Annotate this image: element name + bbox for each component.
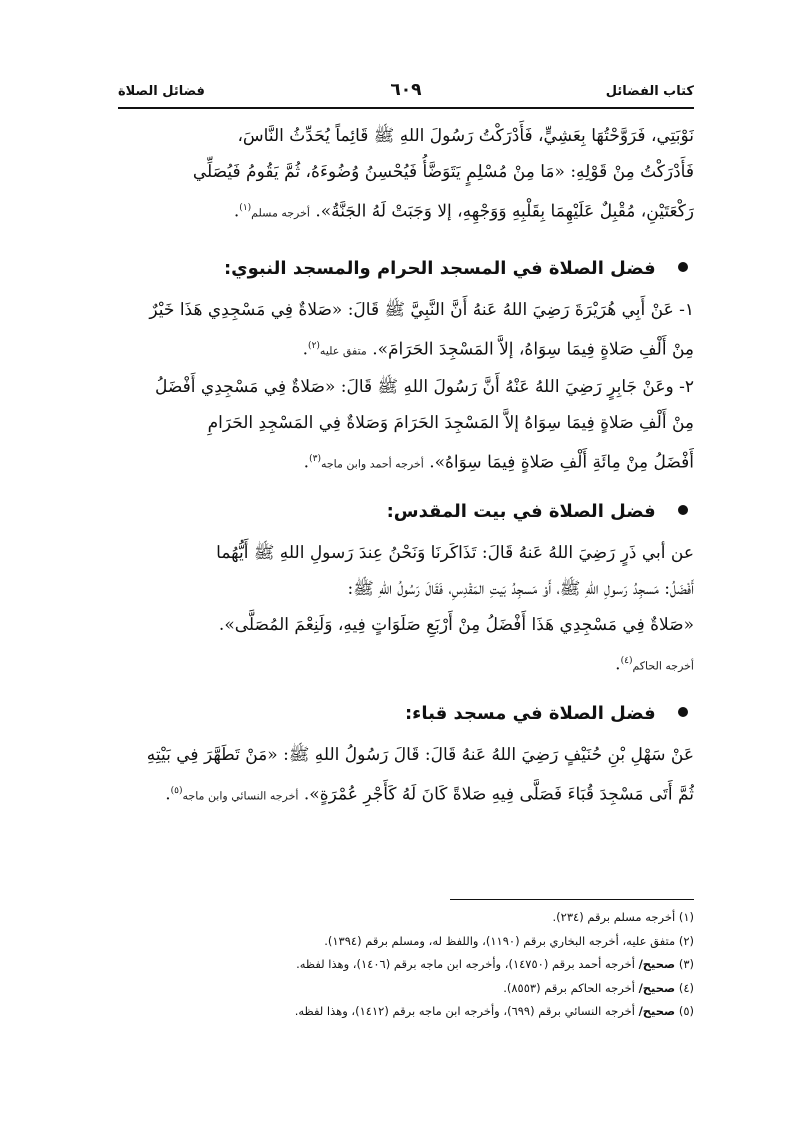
text-line: ١- عَنْ أَبِي هُرَيْرَةَ رَضِيَ اللهُ عَنهُ أَنَّ النَّبِيَّ ﷺ قَالَ: «صَلاةٌ فِي مَسْجِدِي هَذَا خَيْرٌ [149, 299, 694, 320]
footnote-text: أخرجه أحمد برقم (١٤٧٥٠)، وأخرجه ابن ماجه برقم (١٤٠٦)، وهذا لفظه. [296, 957, 635, 971]
footnote-grade: صحيح/ [638, 980, 676, 995]
section-heading [118, 489, 694, 535]
bullet-icon [678, 505, 688, 515]
footnote-ref: (٤) [620, 655, 633, 666]
hadith-source: أخرجه أحمد وابن ماجه [320, 457, 424, 471]
hadith-source: أخرجه النسائي وابن ماجه [182, 789, 299, 803]
text-line: ٢- وعَنْ جَابِرٍ رَضِيَ اللهُ عَنْهُ أَنَّ رَسُولَ اللهِ ﷺ قَالَ: «صَلاةٌ فِي مَسْجِدِي أَفْضَلُ [155, 377, 694, 398]
text-line: ثُمَّ أَتَى مَسْجِدَ قُبَاءَ فَصَلَّى فِيهِ صَلاةً كَانَ لَهُ كَأَجْرِ عُمْرَةٍ». أخرجه النسائي وابن ماجه$^{(٥)}$. [165, 784, 694, 805]
text-line: عن أبي ذَرٍ رَضِيَ اللهُ عَنهُ قَالَ: تَذَاكَرنَا وَنَحْنُ عِندَ رَسولِ اللهِ ﷺ أَيُّهُما [216, 542, 694, 563]
footnote [118, 906, 694, 930]
running-header [118, 80, 694, 106]
footnote-number: (٢) [678, 933, 694, 948]
footnote-text: متفق عليه، أخرجه البخاري برقم (١١٩٠)، واللفظ له، ومسلم برقم (١٣٩٤). [324, 933, 676, 948]
text-line: أَفْضَلُ مِنْ مِائَةِ أَلْفِ صَلاةٍ فِيمَا سِوَاهُ». أخرجه أحمد وابن ماجه$^{(٣)}$. [303, 452, 694, 473]
text-line: مِنْ أَلْفِ صَلاةٍ فِيمَا سِوَاهُ إلاَّ المَسْجِدَ الحَرَامَ وَصَلاةٌ فِي المَسْجِدِ الحَرَامِ [207, 413, 694, 434]
hadith-source: متفق عليه [319, 344, 367, 358]
bullet-icon [678, 707, 688, 717]
text-line: مِنْ أَلْفِ صَلاةٍ فِيمَا سِوَاهُ، إلاَّ المَسْجِدَ الحَرَامَ». متفق عليه$^{(٢)}$. [302, 339, 694, 360]
footnotes [118, 906, 694, 1024]
bullet-icon [678, 262, 688, 272]
footnote-ref: (٥) [170, 785, 183, 796]
text-line-content: ثُمَّ أَتَى مَسْجِدَ قُبَاءَ فَصَلَّى فِيهِ صَلاةً كَانَ لَهُ كَأَجْرِ عُمْرَةٍ». [303, 784, 694, 805]
section-heading [118, 246, 694, 292]
footnote [118, 977, 694, 1001]
footnote-ref: (٣) [309, 454, 321, 465]
main-text [118, 118, 694, 814]
section-heading [118, 691, 694, 737]
footnote [118, 953, 694, 977]
text-line: فَأَدْرَكْتُ مِنْ قَوْلِهِ: «مَا مِنْ مُسْلِمٍ يَتَوَضَّأُ فَيُحْسِنُ وُضُوءَهُ، ثُمَّ يَقُومُ فَيُصَلِّي [192, 162, 694, 182]
footnote-number: (٥) [678, 1004, 694, 1018]
hadith-source: أخرجه الحاكم [632, 659, 694, 673]
text-line: أَفْضَلُ: مَسجِدُ رَسولِ اللهِ ﷺ، أَوْ مَسجِدُ بَيتِ المَقْدِسِ، فَقَالَ رَسُولُ اللهِ ﷺ: [347, 578, 694, 599]
footnote-text: أخرجه مسلم برقم (٢٣٤). [552, 910, 676, 924]
text-line: عَنْ سَهْلِ بْنِ حُنَيْفٍ رَضِيَ اللهُ عَنهُ قَالَ: قَالَ رَسُولُ اللهِ ﷺ: «مَنْ تَطَهَّرَ فِي بَيْتِهِ [146, 744, 694, 765]
header-divider [118, 107, 694, 109]
text-line: نَوْبَتِي، فَرَوَّحْتُهَا بِعَشِيٍّ، فَأَدْرَكْتُ رَسُولَ اللهِ ﷺ قَائِماً يُحَدِّثُ النَّاسَ، [237, 126, 694, 146]
chapter-title: فضائل الصلاة [118, 84, 205, 99]
footnote [118, 930, 694, 954]
section-title: فضل الصلاة في مسجد قباء: [404, 702, 656, 724]
footnote-text: أخرجه الحاكم برقم (٨٥٥٣). [503, 980, 635, 995]
text-line-content: رَكْعَتَيْنِ، مُقْبِلٌ عَلَيْهِمَا بِقَلْبِهِ وَوَجْهِهِ، إلا وَجَبَتْ لَهُ الجَنَّةُ». [315, 201, 694, 222]
footnote [118, 1000, 694, 1024]
footnote-number: (٣) [678, 957, 694, 971]
footnote-text: أخرجه النسائي برقم (٦٩٩)، وأخرجه ابن ماجه برقم (١٤١٢)، وهذا لفظه. [294, 1004, 635, 1018]
section-title: فضل الصلاة في المسجد الحرام والمسجد النبوي: [223, 257, 656, 279]
hadith-source: أخرجه مسلم [251, 206, 310, 220]
text-line: «صَلاةٌ فِي مَسْجِدِي هَذَا أَفْضَلُ مِنْ أَرْبَعِ صَلَوَاتٍ فِيهِ، وَلَنِعْمَ المُصَلَّى». [218, 614, 694, 635]
text-line-content: أَفْضَلُ مِنْ مِائَةِ أَلْفِ صَلاةٍ فِيمَا سِوَاهُ». [429, 452, 694, 473]
text-line: رَكْعَتَيْنِ، مُقْبِلٌ عَلَيْهِمَا بِقَلْبِهِ وَوَجْهِهِ، إلا وَجَبَتْ لَهُ الجَنَّةُ». أخرجه مسلم$^{(١)}$. [233, 201, 694, 222]
footnote-ref: (٢) [308, 340, 320, 351]
footnote-number: (١) [678, 910, 694, 924]
page-number: ٦٠٩ [390, 80, 422, 100]
footnote-number: (٤) [678, 980, 694, 995]
footnote-ref: (١) [239, 203, 252, 213]
book-title: كتاب الفضائل [605, 84, 694, 99]
text-line-content: مِنْ أَلْفِ صَلاةٍ فِيمَا سِوَاهُ، إلاَّ المَسْجِدَ الحَرَامَ». [372, 339, 694, 360]
footnote-divider [450, 899, 694, 900]
section-title: فضل الصلاة في بيت المقدس: [386, 500, 656, 522]
text-line: أخرجه الحاكم$^{(٤)}$. [615, 654, 694, 675]
footnote-grade: صحيح/ [638, 957, 676, 971]
footnote-grade: صحيح/ [638, 1004, 676, 1018]
